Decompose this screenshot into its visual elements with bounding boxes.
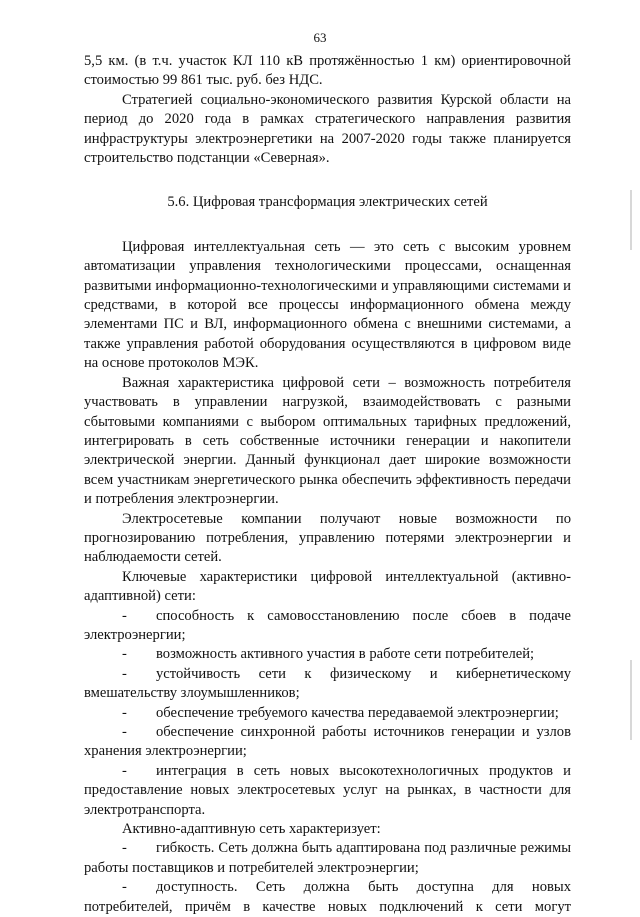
list-item xyxy=(84,878,571,917)
list-item-text: гибкость. Сеть должна быть адаптирована под различные режимы работы поставщиков и потребителей электроэнергии; xyxy=(84,840,571,876)
list-item-text: обеспечение синхронной работы источников генерации и узлов хранения электроэнергии; xyxy=(84,724,571,760)
list-dash: - xyxy=(122,840,127,857)
paragraph-adaptive: Активно-адаптивную сеть характеризует: xyxy=(122,821,381,838)
paragraph-continuation: 5,5 км. (в т.ч. участок КЛ 110 кВ протяжённостью 1 км) ориентировочной стоимостью 99 861 тыс. руб. без НДС. xyxy=(84,53,571,89)
list-item-text: возможность активного участия в работе сети потребителей; xyxy=(156,646,535,663)
list-item-text: устойчивость сети к физическому и кибернетическому вмешательству злоумышленников; xyxy=(84,665,571,702)
list-dash: - xyxy=(122,762,127,779)
paragraph-definition: Цифровая интеллектуальная сеть — это сеть с высоким уровнем автоматизации управления технологическими процессами, оснащенная развитыми информационно-технологическими и управляющими системами и средствами, в которой все процессы информационного обмена между элементами ПС и ВЛ, информационного обмена с внешними системами, а также управления работой оборудования осуществляются в цифровом виде на основе протоколов МЭК. xyxy=(84,238,571,372)
scan-edge-mark xyxy=(630,190,632,250)
paragraph-strategy: Стратегией социально-экономического развития Курской области на период до 2020 года в рамках стратегического направления развития инфраструктуры электроэнергетики на 2007-2020 годы также планируется строительство подстанции «Северная». xyxy=(84,91,571,167)
list-dash: - xyxy=(122,646,127,663)
scan-edge-mark xyxy=(630,660,632,740)
list-item xyxy=(84,704,571,723)
list-item xyxy=(84,839,571,878)
list-dash: - xyxy=(122,879,127,896)
list-item xyxy=(84,607,571,646)
list-item-text: интеграция в сеть новых высокотехнологичных продуктов и предоставление новых электросетевых услуг на рынках, в частности для электротранспорта. xyxy=(84,762,571,818)
list-dash: - xyxy=(122,607,127,624)
list-dash: - xyxy=(122,724,127,740)
list-dash: - xyxy=(122,665,127,682)
page-content xyxy=(84,52,571,917)
list-item xyxy=(84,762,571,820)
list-item-text: обеспечение требуемого качества передаваемой электроэнергии; xyxy=(156,704,559,721)
list-item xyxy=(84,645,571,664)
paragraph-grid-companies: Электросетевые компании получают новые возможности по прогнозированию потребления, управлению потерями электроэнергии и наблюдаемости сетей. xyxy=(84,510,571,566)
page-number: 63 xyxy=(313,30,327,45)
list-dash: - xyxy=(122,704,127,721)
paragraph-characteristic: Важная характеристика цифровой сети – возможность потребителя участвовать в управлении нагрузкой, взаимодействовать с разными сбытовыми компаниями с выбором оптимальных тарифных предложений, интегрировать в сеть собственные источники генерации и накопители электрической энергии. Данный функционал дает широкие возможности всем участникам энергетического рынка обеспечить эффективность передачи и потребления электроэнергии. xyxy=(84,374,571,508)
list-item-text: способность к самовосстановлению после сбоев в подаче электроэнергии; xyxy=(84,607,571,643)
list-item xyxy=(84,665,571,704)
paragraph-key-characteristics: Ключевые характеристики цифровой интеллектуальной (активно-адаптивной) сети: xyxy=(84,568,571,605)
section-heading: 5.6. Цифровая трансформация электрических сетей xyxy=(167,194,488,211)
list-item-text: доступность. Сеть должна быть доступна для новых потребителей, причём в качестве новых подключений к сети могут xyxy=(84,879,571,915)
list-item xyxy=(84,723,571,762)
